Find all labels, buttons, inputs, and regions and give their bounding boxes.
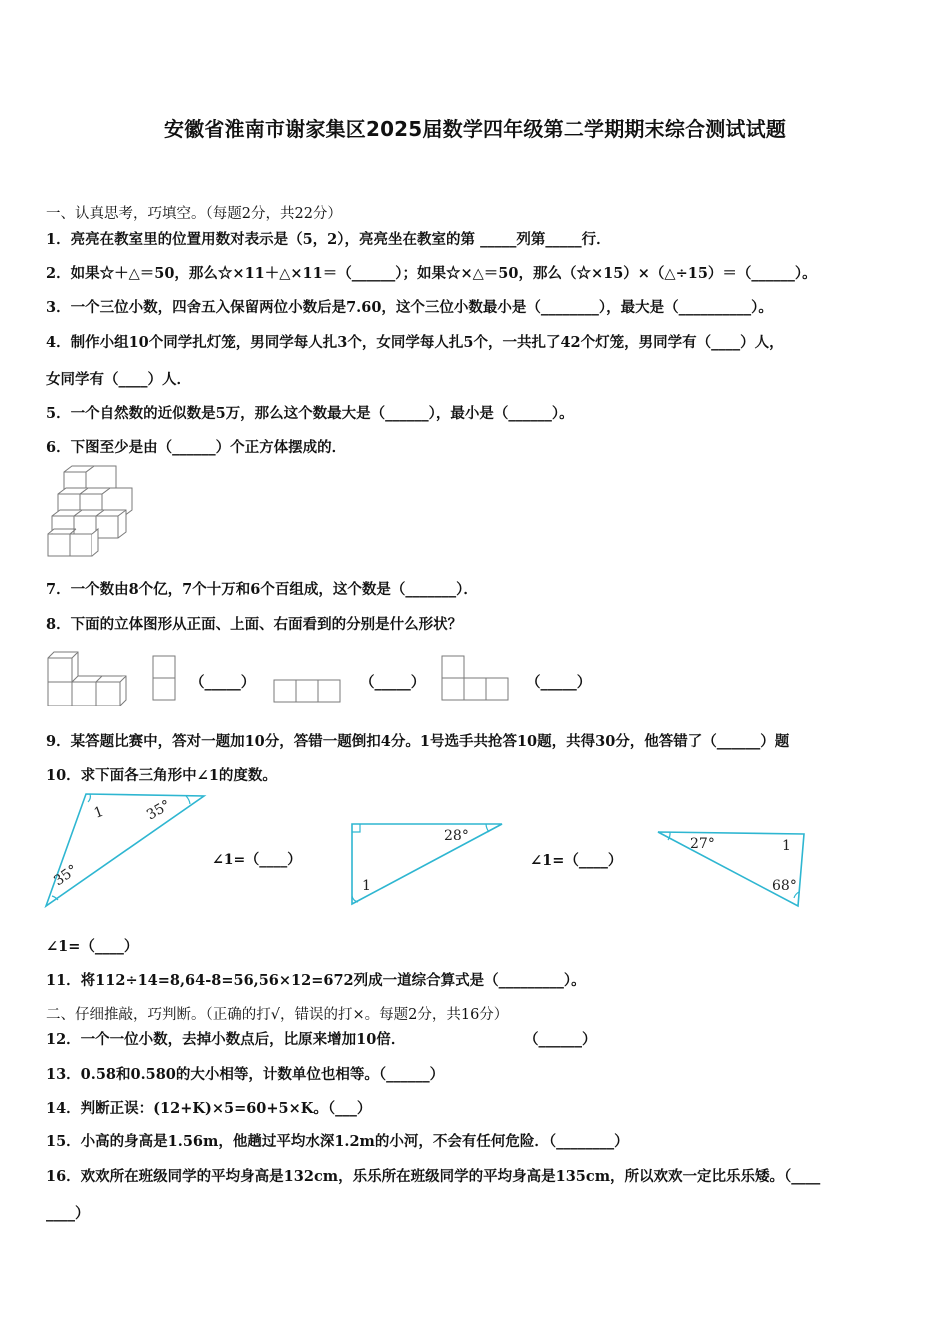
section-2-heading: 二、仔细推敲，巧判断。（正确的打√，错误的打×。每题2分，共16分） [46,1007,509,1023]
section-1-heading: 一、认真思考，巧填空。（每题2分，共22分） [46,206,342,222]
solid-3d-figure [46,648,128,706]
view-right-figure [440,654,514,704]
question-4-continued: 女同学有（____）人． [46,371,191,388]
question-6: 6．下图至少是由（______）个正方体摆成的． [46,439,347,456]
question-10: 10．求下面各三角形中∠1的度数。 [46,767,277,784]
triangle-1-label-1: 1 [91,803,106,822]
triangle-1-figure [40,790,210,910]
triangle-3-angle-bottom: 68° [772,878,797,894]
question-4: 4．制作小组10个同学扎灯笼，男同学每人扎3个，女同学每人扎5个，一共扎了42个灯笼，男同学有（____）人， [46,334,784,351]
triangle-3-angle-left: 27° [690,836,715,852]
triangle-3-answer: ∠1=（____） [46,938,139,955]
triangle-2-label-1: 1 [362,878,371,894]
triangle-1-angle-bottom: 35° [51,861,81,890]
question-3: 3．一个三位小数，四舍五入保留两位小数后是7.60，这个三位小数最小是（________），最大是（__________）。 [46,299,773,316]
triangle-2-figure [346,820,508,910]
view-front-figure [151,654,179,704]
view-3-blank: （_____） [526,674,592,691]
question-5: 5．一个自然数的近似数是5万，那么这个数最大是（______），最小是（______）。 [46,405,574,422]
question-11: 11．将112÷14=8,64-8=56,56×12=672列成一道综合算式是（_________）。 [46,972,586,989]
question-1: 1．亮亮在教室里的位置用数对表示是（5，2），亮亮坐在教室的第 _____列第_____行． [46,231,611,248]
question-14: 14．判断正误：(12+K)×5=60+5×K。（___） [46,1100,372,1117]
question-12-blank: （______） [524,1031,597,1048]
question-16: 16．欢欢所在班级同学的平均身高是132cm，乐乐所在班级同学的平均身高是135cm，所以欢欢一定比乐乐矮。（____ [46,1168,821,1185]
question-13: 13．0.58和0.580的大小相等，计数单位也相等。（______） [46,1066,445,1083]
cube-stack-figure [46,464,142,558]
triangle-1-angle-top: 35° [144,797,174,824]
question-15: 15．小高的身高是1.56m，他趟过平均水深1.2m的小河，不会有任何危险．（________） [46,1133,629,1150]
question-8: 8．下面的立体图形从正面、上面、右面看到的分别是什么形状？ [46,616,463,633]
triangle-2-answer: ∠1=（____） [530,852,623,869]
triangle-2-angle: 28° [444,828,469,844]
view-1-blank: （_____） [190,674,256,691]
question-16-continued: ____） [46,1205,90,1222]
triangle-1-answer: ∠1=（____） [212,852,302,868]
page-title: 安徽省淮南市谢家集区2025届数学四年级第二学期期末综合测试试题 [163,117,787,141]
triangle-3-figure [654,826,810,910]
question-12: 12．一个一位小数，去掉小数点后，比原来增加10倍． [46,1031,406,1048]
question-9: 9．某答题比赛中，答对一题加10分，答错一题倒扣4分。1号选手共抢答10题，共得30分，他答错了（______）题 [46,733,790,750]
view-top-figure [272,678,344,704]
triangle-3-label-1: 1 [782,838,791,854]
question-2: 2．如果☆＋△＝50，那么☆×11＋△×11＝（______）；如果☆×△＝50，那么（☆×15）×（△÷15）＝（______）。 [46,265,817,282]
view-2-blank: （_____） [360,674,426,691]
question-7: 7．一个数由8个亿，7个十万和6个百组成，这个数是（_______）． [46,581,478,598]
